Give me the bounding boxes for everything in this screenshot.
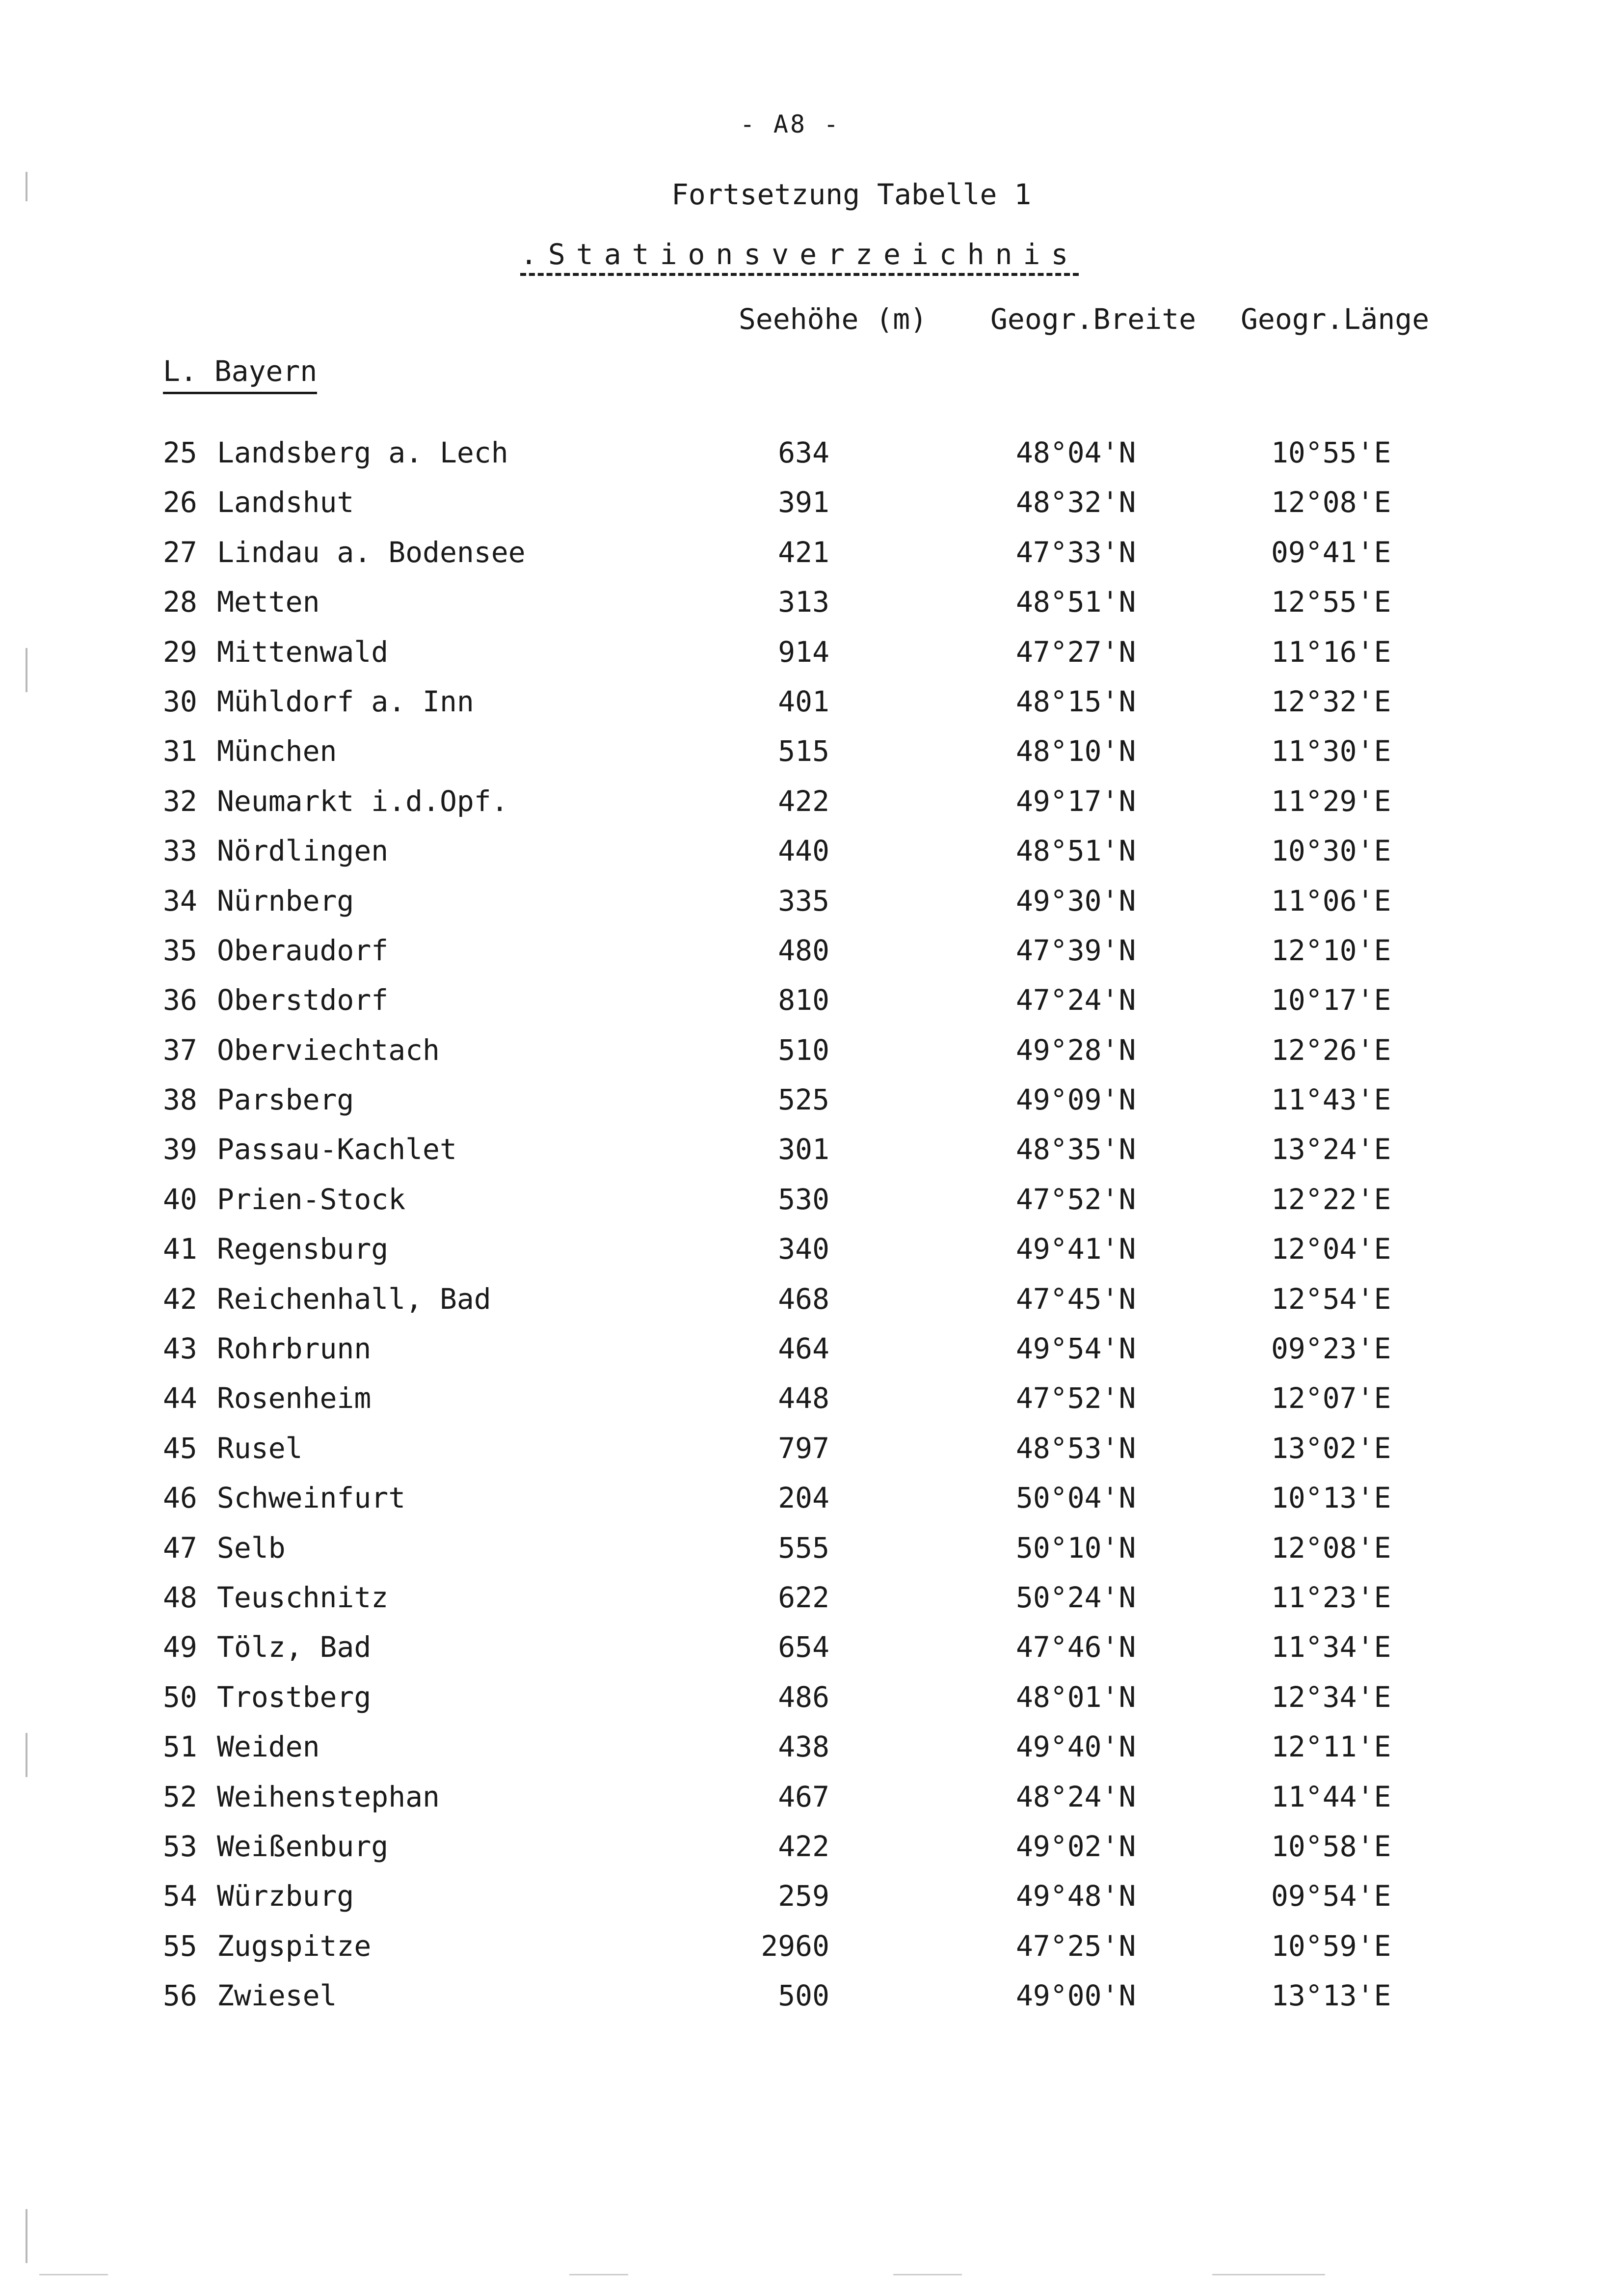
station-longitude: 12°34'E [1271, 1680, 1391, 1714]
station-longitude: 13°02'E [1271, 1431, 1391, 1465]
station-elevation: 555 [778, 1531, 829, 1565]
station-elevation: 467 [778, 1780, 829, 1813]
station-name: Nürnberg [217, 884, 354, 918]
station-elevation: 486 [778, 1680, 829, 1714]
station-name: Oberstdorf [217, 983, 389, 1017]
station-number: 43 [163, 1332, 197, 1366]
column-header-elevation: Seehöhe (m) [739, 302, 928, 336]
station-elevation: 525 [778, 1083, 829, 1117]
station-latitude: 50°24'N [1016, 1580, 1136, 1614]
margin-mark [26, 172, 27, 201]
station-elevation: 530 [778, 1182, 829, 1216]
station-row [0, 1780, 1623, 1830]
station-row [0, 1979, 1623, 2028]
station-longitude: 12°08'E [1271, 486, 1391, 519]
station-longitude: 12°08'E [1271, 1531, 1391, 1565]
station-number: 51 [163, 1730, 197, 1764]
station-elevation: 500 [778, 1979, 829, 2013]
station-number: 36 [163, 983, 197, 1017]
station-name: Weiden [217, 1730, 320, 1764]
station-name: Nördlingen [217, 834, 389, 868]
station-latitude: 47°33'N [1016, 535, 1136, 569]
station-name: Trostberg [217, 1680, 372, 1714]
station-number: 50 [163, 1680, 197, 1714]
station-elevation: 448 [778, 1381, 829, 1415]
station-row [0, 983, 1623, 1033]
station-elevation: 259 [778, 1879, 829, 1913]
station-elevation: 622 [778, 1580, 829, 1614]
station-elevation: 313 [778, 585, 829, 619]
station-elevation: 654 [778, 1630, 829, 1664]
station-name: Rosenheim [217, 1381, 372, 1415]
station-longitude: 09°23'E [1271, 1332, 1391, 1366]
station-latitude: 47°45'N [1016, 1282, 1136, 1316]
station-elevation: 340 [778, 1232, 829, 1266]
station-number: 38 [163, 1083, 197, 1117]
station-elevation: 464 [778, 1332, 829, 1366]
page-number: - A8 - [740, 110, 841, 138]
station-elevation: 914 [778, 635, 829, 669]
station-longitude: 13°13'E [1271, 1979, 1391, 2013]
station-number: 26 [163, 486, 197, 519]
station-longitude: 10°59'E [1271, 1929, 1391, 1963]
station-latitude: 49°41'N [1016, 1232, 1136, 1266]
station-name: Oberviechtach [217, 1033, 440, 1067]
station-number: 46 [163, 1481, 197, 1515]
station-latitude: 49°17'N [1016, 784, 1136, 818]
station-latitude: 49°40'N [1016, 1730, 1136, 1764]
station-row [0, 436, 1623, 486]
station-longitude: 12°11'E [1271, 1730, 1391, 1764]
station-row [0, 1133, 1623, 1182]
station-name: Schweinfurt [217, 1481, 406, 1515]
station-name: Neumarkt i.d.Opf. [217, 784, 508, 818]
station-latitude: 49°30'N [1016, 884, 1136, 918]
station-row [0, 1083, 1623, 1133]
station-longitude: 12°55'E [1271, 585, 1391, 619]
station-row [0, 1481, 1623, 1531]
station-latitude: 47°25'N [1016, 1929, 1136, 1963]
station-row [0, 536, 1623, 585]
station-longitude: 11°43'E [1271, 1083, 1391, 1117]
station-number: 30 [163, 684, 197, 718]
station-row [0, 1630, 1623, 1680]
station-row [0, 1581, 1623, 1630]
station-latitude: 49°28'N [1016, 1033, 1136, 1067]
station-longitude: 11°30'E [1271, 734, 1391, 768]
station-elevation: 438 [778, 1730, 829, 1764]
station-name: Weihenstephan [217, 1780, 440, 1813]
station-name: Tölz, Bad [217, 1630, 372, 1664]
station-row [0, 1830, 1623, 1879]
station-row [0, 1879, 1623, 1929]
station-row [0, 734, 1623, 784]
station-latitude: 48°15'N [1016, 684, 1136, 718]
station-number: 55 [163, 1929, 197, 1963]
footer-rule [39, 2274, 108, 2275]
station-elevation: 468 [778, 1282, 829, 1316]
station-name: München [217, 734, 337, 768]
station-latitude: 48°35'N [1016, 1133, 1136, 1166]
station-latitude: 49°00'N [1016, 1979, 1136, 2013]
station-longitude: 12°04'E [1271, 1232, 1391, 1266]
station-row [0, 1680, 1623, 1730]
station-latitude: 48°32'N [1016, 486, 1136, 519]
station-name: Reichenhall, Bad [217, 1282, 491, 1316]
station-number: 25 [163, 436, 197, 469]
station-number: 42 [163, 1282, 197, 1316]
station-longitude: 12°54'E [1271, 1282, 1391, 1316]
station-row [0, 1282, 1623, 1332]
station-number: 53 [163, 1829, 197, 1863]
station-number: 48 [163, 1580, 197, 1614]
footer-rule [893, 2274, 962, 2275]
station-longitude: 10°30'E [1271, 834, 1391, 868]
station-row [0, 1381, 1623, 1431]
margin-mark [26, 2209, 27, 2263]
station-elevation: 301 [778, 1133, 829, 1166]
station-latitude: 48°51'N [1016, 834, 1136, 868]
station-number: 56 [163, 1979, 197, 2013]
column-header-latitude: Geogr.Breite [990, 302, 1197, 336]
station-longitude: 09°41'E [1271, 535, 1391, 569]
station-latitude: 49°54'N [1016, 1332, 1136, 1366]
station-elevation: 401 [778, 684, 829, 718]
station-elevation: 515 [778, 734, 829, 768]
station-row [0, 884, 1623, 934]
station-latitude: 47°24'N [1016, 983, 1136, 1017]
station-row [0, 486, 1623, 535]
station-longitude: 11°34'E [1271, 1630, 1391, 1664]
station-latitude: 47°52'N [1016, 1182, 1136, 1216]
station-row [0, 1033, 1623, 1083]
station-number: 29 [163, 635, 197, 669]
station-elevation: 2960 [761, 1929, 829, 1963]
station-row [0, 1730, 1623, 1780]
station-latitude: 47°52'N [1016, 1381, 1136, 1415]
station-elevation: 634 [778, 436, 829, 469]
station-name: Rusel [217, 1431, 303, 1465]
station-name: Weißenburg [217, 1829, 389, 1863]
station-name: Mühldorf a. Inn [217, 684, 474, 718]
station-elevation: 335 [778, 884, 829, 918]
station-name: Mittenwald [217, 635, 389, 669]
station-latitude: 47°27'N [1016, 635, 1136, 669]
station-number: 27 [163, 535, 197, 569]
station-row [0, 1531, 1623, 1581]
station-longitude: 10°17'E [1271, 983, 1391, 1017]
station-name: Zwiesel [217, 1979, 337, 2013]
station-number: 32 [163, 784, 197, 818]
station-longitude: 12°32'E [1271, 684, 1391, 718]
station-name: Landsberg a. Lech [217, 436, 508, 469]
station-latitude: 48°10'N [1016, 734, 1136, 768]
station-number: 44 [163, 1381, 197, 1415]
station-longitude: 10°58'E [1271, 1829, 1391, 1863]
station-number: 40 [163, 1182, 197, 1216]
station-longitude: 13°24'E [1271, 1133, 1391, 1166]
station-name: Teuschnitz [217, 1580, 389, 1614]
station-longitude: 11°44'E [1271, 1780, 1391, 1813]
station-row [0, 685, 1623, 734]
station-elevation: 204 [778, 1481, 829, 1515]
station-name: Metten [217, 585, 320, 619]
table-title: .Stationsverzeichnis [520, 238, 1079, 276]
station-row [0, 1232, 1623, 1282]
station-latitude: 48°01'N [1016, 1680, 1136, 1714]
station-latitude: 47°46'N [1016, 1630, 1136, 1664]
station-longitude: 12°26'E [1271, 1033, 1391, 1067]
station-longitude: 11°29'E [1271, 784, 1391, 818]
station-row [0, 585, 1623, 635]
station-latitude: 48°51'N [1016, 585, 1136, 619]
station-elevation: 797 [778, 1431, 829, 1465]
station-name: Selb [217, 1531, 286, 1565]
station-latitude: 49°09'N [1016, 1083, 1136, 1117]
station-longitude: 11°23'E [1271, 1580, 1391, 1614]
station-table [0, 436, 1623, 2029]
station-longitude: 12°22'E [1271, 1182, 1391, 1216]
station-name: Prien-Stock [217, 1182, 406, 1216]
station-number: 35 [163, 933, 197, 967]
station-number: 52 [163, 1780, 197, 1813]
station-latitude: 48°24'N [1016, 1780, 1136, 1813]
station-longitude: 11°16'E [1271, 635, 1391, 669]
station-latitude: 50°10'N [1016, 1531, 1136, 1565]
station-longitude: 10°55'E [1271, 436, 1391, 469]
station-name: Passau-Kachlet [217, 1133, 457, 1166]
station-number: 54 [163, 1879, 197, 1913]
station-name: Regensburg [217, 1232, 389, 1266]
station-longitude: 10°13'E [1271, 1481, 1391, 1515]
station-row [0, 1183, 1623, 1232]
station-elevation: 421 [778, 535, 829, 569]
station-latitude: 49°48'N [1016, 1879, 1136, 1913]
station-name: Rohrbrunn [217, 1332, 372, 1366]
table-subtitle: Fortsetzung Tabelle 1 [671, 178, 1032, 211]
station-row [0, 1432, 1623, 1481]
station-number: 33 [163, 834, 197, 868]
station-latitude: 47°39'N [1016, 933, 1136, 967]
station-number: 45 [163, 1431, 197, 1465]
station-number: 47 [163, 1531, 197, 1565]
station-latitude: 48°04'N [1016, 436, 1136, 469]
station-elevation: 422 [778, 1829, 829, 1863]
station-row [0, 635, 1623, 685]
station-name: Lindau a. Bodensee [217, 535, 526, 569]
region-heading: L. Bayern [163, 354, 317, 394]
station-latitude: 50°04'N [1016, 1481, 1136, 1515]
station-number: 39 [163, 1133, 197, 1166]
station-row [0, 934, 1623, 983]
station-longitude: 12°10'E [1271, 933, 1391, 967]
station-latitude: 49°02'N [1016, 1829, 1136, 1863]
station-longitude: 09°54'E [1271, 1879, 1391, 1913]
station-name: Oberaudorf [217, 933, 389, 967]
station-number: 37 [163, 1033, 197, 1067]
station-elevation: 422 [778, 784, 829, 818]
station-longitude: 12°07'E [1271, 1381, 1391, 1415]
station-number: 28 [163, 585, 197, 619]
station-row [0, 1929, 1623, 1979]
station-number: 34 [163, 884, 197, 918]
station-latitude: 48°53'N [1016, 1431, 1136, 1465]
station-row [0, 1332, 1623, 1381]
station-name: Würzburg [217, 1879, 354, 1913]
station-name: Landshut [217, 486, 354, 519]
column-header-longitude: Geogr.Länge [1241, 302, 1430, 336]
station-elevation: 440 [778, 834, 829, 868]
station-elevation: 391 [778, 486, 829, 519]
station-row [0, 784, 1623, 834]
footer-rule [1212, 2274, 1325, 2275]
station-elevation: 480 [778, 933, 829, 967]
station-elevation: 810 [778, 983, 829, 1017]
station-number: 49 [163, 1630, 197, 1664]
station-longitude: 11°06'E [1271, 884, 1391, 918]
station-name: Zugspitze [217, 1929, 372, 1963]
station-number: 41 [163, 1232, 197, 1266]
station-name: Parsberg [217, 1083, 354, 1117]
footer-rule [569, 2274, 628, 2275]
station-number: 31 [163, 734, 197, 768]
station-row [0, 834, 1623, 884]
station-elevation: 510 [778, 1033, 829, 1067]
